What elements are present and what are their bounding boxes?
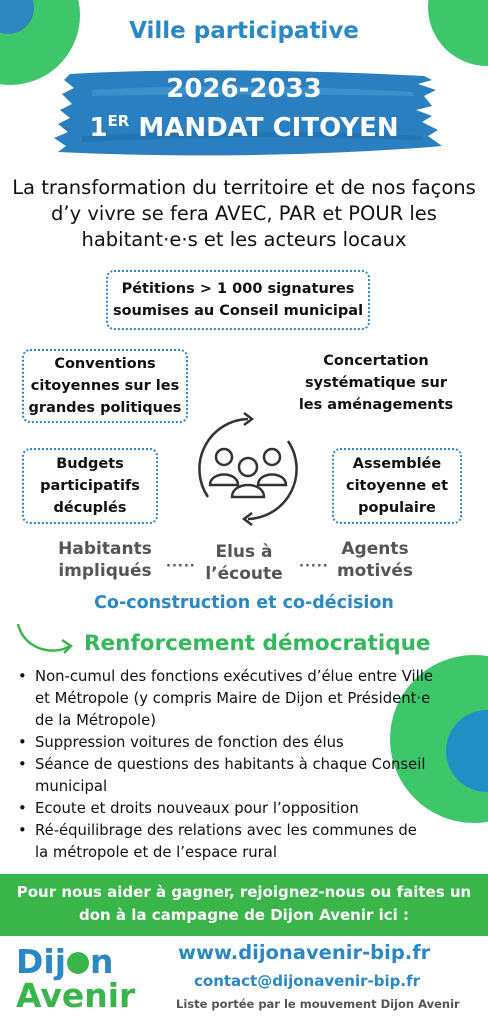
mandate-ordinal: 1 (89, 113, 108, 143)
pillar-conventions-label: Conventions citoyennes sur les grandes politiques (28, 356, 182, 416)
pillar-budgets (22, 448, 158, 524)
mandate-ordinal-sup: ER (107, 112, 130, 130)
section-title: Renforcement démocratique (84, 631, 431, 656)
logo-line1-a: Dij (16, 942, 67, 981)
pillar-concertation (294, 350, 458, 416)
dijon-avenir-logo (16, 942, 136, 1015)
measures-list (14, 666, 434, 864)
list-item: • Ecoute et droits nouveaux pour l’opposition (14, 798, 434, 820)
pillar-conventions (22, 349, 188, 423)
logo-line1-b: n (90, 942, 114, 981)
logo-line2: Avenir (16, 976, 136, 1015)
footer-note: Liste portée par le mouvement Dijon Avenir (176, 997, 460, 1011)
list-item: • Non-cumul des fonctions exécutives d’élue entre Ville et Métropole (y compris Maire de Dijon et Président·e de la Métropole) (14, 666, 434, 732)
pillar-assemblee (332, 448, 462, 524)
list-item: • Ré-équilibrage des relations avec les communes de la métropole et de l’espace rural (14, 820, 434, 864)
trio-dots-left: ····· (166, 559, 196, 574)
cta-text: Pour nous aider à gagner, rejoignez-nous ou faites un don à la campagne de Dijon Avenir ici : (16, 883, 472, 924)
intro-text: La transformation du territoire et de nos façons d’y vivre se fera AVEC, PAR et POUR les habitant·e·s et les acteurs locaux (12, 176, 476, 251)
pillar-assemblee-label: Assemblée citoyenne et populaire (345, 456, 449, 516)
list-item: • Suppression voitures de fonction des élus (14, 732, 434, 754)
coconstruction-title: Co-construction et co-décision (94, 593, 394, 613)
trio-dots-right: ····· (299, 559, 329, 574)
pillar-concertation-label: Concertation systématique sur les aménagements (298, 353, 454, 413)
logo-o-dot (67, 952, 89, 974)
mandate-title (0, 112, 488, 143)
trio-elus: Elus à l’écoute (205, 542, 283, 584)
email-link[interactable]: contact@dijonavenir-bip.fr (194, 972, 420, 990)
pillar-petitions-label: Pétitions > 1 000 signatures soumises au Conseil municipal (112, 281, 364, 319)
mandate-years: 2026-2033 (166, 74, 322, 104)
pillar-petitions (106, 270, 370, 330)
trio-habitants: Habitants impliqués (58, 539, 152, 581)
mandate-rest: MANDAT CITOYEN (129, 113, 399, 143)
pillar-budgets-label: Budgets participatifs décuplés (40, 456, 140, 516)
list-item: • Séance de questions des habitants à chaque Conseil municipal (14, 754, 434, 798)
trio-agents: Agents motivés (336, 539, 414, 581)
community-cycle-icon (186, 407, 310, 531)
website-link[interactable]: www.dijonavenir-bip.fr (178, 941, 431, 964)
page-kicker: Ville participative (129, 18, 359, 44)
curved-arrow-icon (14, 620, 76, 660)
cta-banner[interactable] (0, 874, 488, 936)
